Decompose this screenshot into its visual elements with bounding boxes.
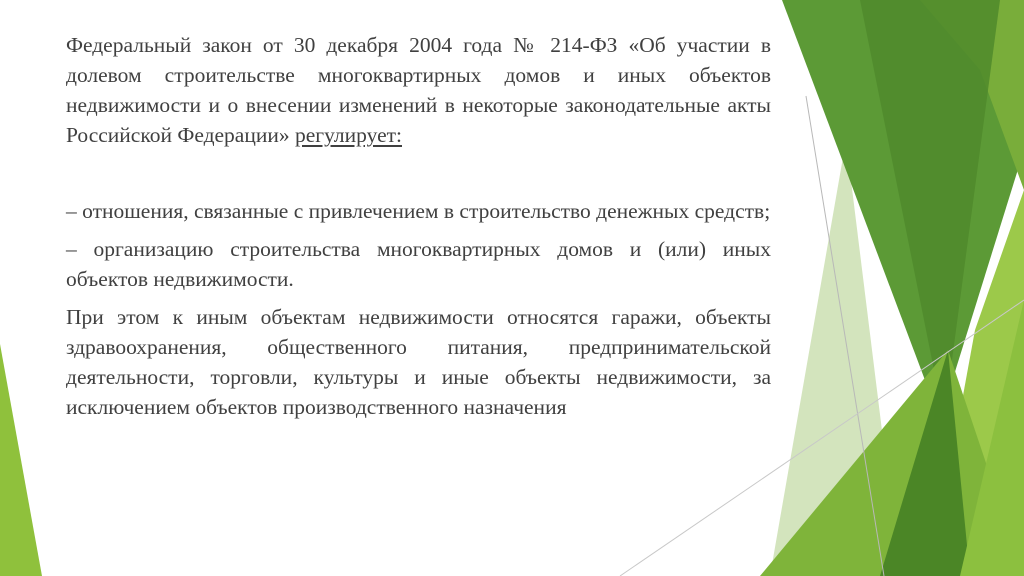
intro-paragraph	[66, 30, 771, 150]
slide-content	[66, 30, 771, 430]
list-item: – отношения, связанные с привлечением в строительство денежных средств;	[66, 199, 771, 223]
list-item: – организацию строительства многоквартирных домов и (или) иных объектов недвижимости.	[66, 237, 771, 291]
left-green-triangle	[0, 344, 42, 576]
intro-text: Федеральный закон от 30 декабря 2004 года № 214-ФЗ «Об участии в долевом строительстве многоквартирных домов и иных объектов недвижимости и о внесении изменений в некоторые законодательные акты Российской Федерации»	[66, 33, 771, 147]
regulates-label: регулирует:	[295, 123, 402, 147]
list-item: При этом к иным объектам недвижимости относятся гаражи, объекты здравоохранения, общественного питания, предпринимательской деятельности, торговли, культуры и иные объекты недвижимости, за исключением объектов производственного назначения	[66, 305, 771, 419]
